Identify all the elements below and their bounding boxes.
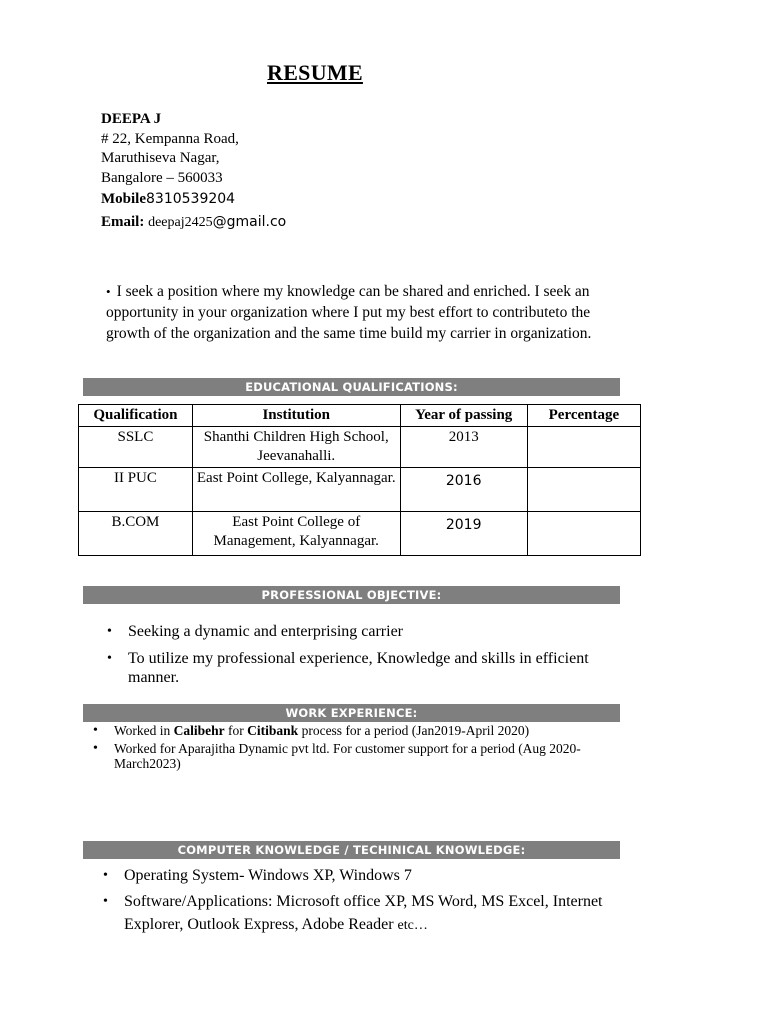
year-cell: 2016 bbox=[400, 468, 527, 512]
bullet-icon: • bbox=[103, 868, 108, 883]
email-label: Email: bbox=[101, 213, 145, 230]
percentage-cell bbox=[527, 468, 640, 512]
work-experience-list bbox=[93, 723, 613, 774]
list-item bbox=[107, 622, 607, 641]
candidate-name: DEEPA J bbox=[101, 111, 162, 127]
year-cell: 2013 bbox=[400, 427, 527, 468]
list-item bbox=[93, 723, 613, 739]
resume-title: RESUME bbox=[267, 60, 363, 85]
client-name: Citibank bbox=[247, 723, 299, 738]
career-objective-text: I seek a position where my knowledge can be shared and enriched. I seek an opportunity in your organization where I put my best effort to contributeto the growth of the organization and the same time build my carrier in organization. bbox=[106, 283, 592, 342]
table-row bbox=[79, 468, 641, 512]
qualification-cell: SSLC bbox=[79, 427, 193, 468]
list-item bbox=[103, 890, 623, 937]
address-line-1: # 22, Kempanna Road, bbox=[101, 130, 239, 147]
qualification-cell: B.COM bbox=[79, 512, 193, 556]
list-item-text: Worked for Aparajitha Dynamic pvt ltd. For customer support for a period (Aug 2020-March2023) bbox=[114, 740, 581, 771]
education-heading: EDUCATIONAL QUALIFICATIONS: bbox=[83, 378, 620, 396]
column-header: Qualification bbox=[79, 405, 193, 427]
professional-objective-list bbox=[107, 622, 607, 695]
institution-cell: East Point College of Management, Kalyannagar. bbox=[192, 512, 400, 556]
mobile-label: Mobile bbox=[101, 191, 146, 207]
table-row bbox=[79, 512, 641, 556]
bullet-icon: • bbox=[107, 624, 112, 639]
percentage-cell bbox=[527, 427, 640, 468]
percentage-cell bbox=[527, 512, 640, 556]
work-text-part: for bbox=[224, 723, 248, 738]
bullet-icon: • bbox=[103, 894, 108, 909]
list-item bbox=[107, 649, 607, 687]
work-text-part: Worked in bbox=[114, 723, 174, 738]
column-header: Year of passing bbox=[400, 405, 527, 427]
column-header: Percentage bbox=[527, 405, 640, 427]
email-value-suffix: @gmail.co bbox=[212, 213, 287, 230]
year-cell: 2019 bbox=[400, 512, 527, 556]
email-value bbox=[148, 214, 286, 230]
bullet-icon: • bbox=[106, 284, 111, 299]
bullet-icon: • bbox=[93, 723, 98, 738]
list-item-text: Operating System- Windows XP, Windows 7 bbox=[124, 867, 412, 884]
column-header: Institution bbox=[192, 405, 400, 427]
contact-block bbox=[101, 110, 286, 232]
institution-cell: East Point College, Kalyannagar. bbox=[192, 468, 400, 512]
bullet-icon: • bbox=[93, 740, 98, 756]
list-item bbox=[93, 741, 613, 772]
professional-objective-heading: PROFESSIONAL OBJECTIVE: bbox=[83, 586, 620, 604]
list-item-text: To utilize my professional experience, Knowledge and skills in efficient manner. bbox=[128, 650, 589, 686]
list-item-text: Software/Applications: Microsoft office XP, MS Word, MS Excel, Internet Explorer, Outlook Express, Adobe Reader bbox=[124, 893, 603, 933]
career-objective bbox=[106, 281, 626, 344]
institution-cell: Shanthi Children High School, Jeevanahalli. bbox=[192, 427, 400, 468]
address-line-3: Bangalore – 560033 bbox=[101, 169, 223, 186]
work-experience-heading: WORK EXPERIENCE: bbox=[83, 704, 620, 722]
work-text-part: process for a period (Jan2019-April 2020) bbox=[298, 723, 530, 738]
list-item-tail: etc… bbox=[397, 918, 428, 933]
mobile-row bbox=[101, 190, 286, 210]
table-row bbox=[79, 427, 641, 468]
table-header-row bbox=[79, 405, 641, 427]
email-row bbox=[101, 213, 286, 233]
address-line-2: Maruthiseva Nagar, bbox=[101, 150, 220, 166]
computer-knowledge-list bbox=[103, 864, 623, 940]
computer-knowledge-heading: COMPUTER KNOWLEDGE / TECHINICAL KNOWLEDGE: bbox=[83, 841, 620, 859]
email-value-prefix: deepaj2425 bbox=[148, 214, 213, 230]
education-table bbox=[78, 404, 641, 556]
qualification-cell: II PUC bbox=[79, 468, 193, 512]
company-name: Calibehr bbox=[173, 723, 225, 738]
bullet-icon: • bbox=[107, 651, 112, 666]
mobile-value: 8310539204 bbox=[146, 191, 236, 207]
list-item-text: Seeking a dynamic and enterprising carrier bbox=[128, 623, 403, 640]
list-item bbox=[103, 864, 623, 887]
